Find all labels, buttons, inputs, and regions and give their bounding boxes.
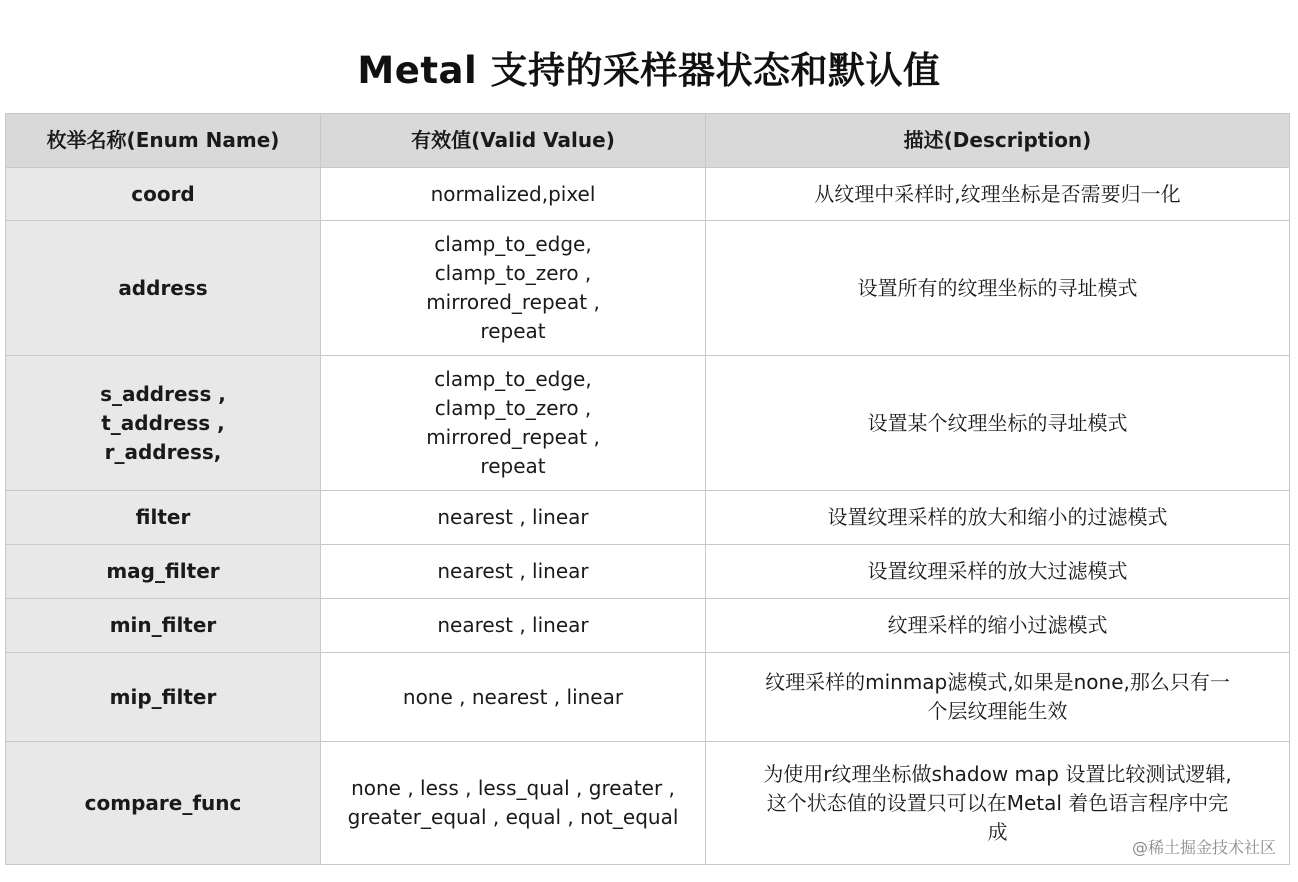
- table-row: [6, 168, 1290, 221]
- header-enum-name: 枚举名称(Enum Name): [6, 114, 321, 168]
- cell-description: 纹理采样的缩小过滤模式: [706, 599, 1290, 653]
- cell-enum-name: address: [6, 221, 321, 356]
- cell-valid-value: nearest , linear: [321, 491, 706, 545]
- sampler-state-table: [5, 113, 1290, 865]
- cell-description: 设置所有的纹理坐标的寻址模式: [706, 221, 1290, 356]
- table-row: [6, 221, 1290, 356]
- header-valid-value: 有效值(Valid Value): [321, 114, 706, 168]
- cell-description: 设置纹理采样的放大和缩小的过滤模式: [706, 491, 1290, 545]
- cell-enum-name: mag_filter: [6, 545, 321, 599]
- cell-enum-name: compare_func: [6, 742, 321, 865]
- cell-valid-value: none , nearest , linear: [321, 653, 706, 742]
- cell-description: 为使用r纹理坐标做shadow map 设置比较测试逻辑, 这个状态值的设置只可以在Metal 着色语言程序中完 成: [706, 742, 1290, 865]
- watermark: @稀土掘金技术社区: [1131, 838, 1276, 857]
- cell-valid-value: normalized,pixel: [321, 168, 706, 221]
- cell-enum-name: filter: [6, 491, 321, 545]
- cell-valid-value: clamp_to_edge, clamp_to_zero , mirrored_repeat , repeat: [321, 221, 706, 356]
- cell-description: 设置纹理采样的放大过滤模式: [706, 545, 1290, 599]
- table-header-row: [6, 114, 1290, 168]
- table-row: [6, 491, 1290, 545]
- cell-description: 设置某个纹理坐标的寻址模式: [706, 356, 1290, 491]
- cell-enum-name: s_address , t_address , r_address,: [6, 356, 321, 491]
- cell-enum-name: coord: [6, 168, 321, 221]
- cell-valid-value: none , less , less_qual , greater , greater_equal , equal , not_equal: [321, 742, 706, 865]
- cell-description: 从纹理中采样时,纹理坐标是否需要归一化: [706, 168, 1290, 221]
- table-row: [6, 653, 1290, 742]
- cell-enum-name: mip_filter: [6, 653, 321, 742]
- header-description: 描述(Description): [706, 114, 1290, 168]
- cell-valid-value: nearest , linear: [321, 545, 706, 599]
- cell-valid-value: nearest , linear: [321, 599, 706, 653]
- page-title: Metal 支持的采样器状态和默认值: [357, 49, 941, 92]
- table-row: [6, 545, 1290, 599]
- table-row: [6, 742, 1290, 865]
- table-row: [6, 356, 1290, 491]
- cell-valid-value: clamp_to_edge, clamp_to_zero , mirrored_repeat , repeat: [321, 356, 706, 491]
- cell-description: 纹理采样的minmap滤模式,如果是none,那么只有一 个层纹理能生效: [706, 653, 1290, 742]
- cell-enum-name: min_filter: [6, 599, 321, 653]
- table-row: [6, 599, 1290, 653]
